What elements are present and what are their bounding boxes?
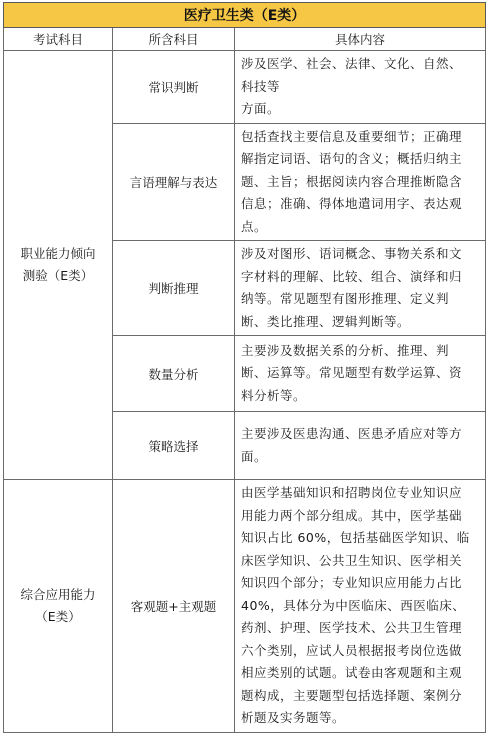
exam-table-body bbox=[4, 3, 486, 733]
title-row bbox=[4, 3, 486, 28]
content-line: 点。 bbox=[241, 218, 268, 234]
subject-name: 言语理解与表达 bbox=[113, 123, 235, 241]
content-line: 用能力两个部分组成。其中，医学基础 bbox=[241, 507, 463, 523]
content-line: 析题及实务题等。 bbox=[241, 710, 346, 725]
content-line: 题构成，主要题型包括选择题、案例分 bbox=[241, 687, 463, 703]
subject-name: 常识判断 bbox=[113, 51, 235, 124]
content-line: 40%，具体分为中医临床、西医临床、 bbox=[241, 597, 466, 613]
content-line: 主要涉及医患沟通、医患矛盾应对等方 bbox=[241, 426, 463, 441]
content-line: 断、运算等。常见题型有数学运算、资 bbox=[241, 365, 463, 381]
content-line: 断、类比推理、逻辑判断等。 bbox=[241, 313, 411, 329]
subject-content bbox=[235, 480, 486, 733]
subject-name: 策略选择 bbox=[113, 412, 235, 480]
content-line: 主要涉及数据关系的分析、推理、判 bbox=[241, 342, 450, 358]
content-line: 知识四个部分；专业知识应用能力占比 bbox=[241, 575, 463, 590]
subject-content bbox=[235, 123, 486, 241]
content-line: 方面。 bbox=[241, 101, 281, 116]
header-row bbox=[4, 28, 486, 51]
exam-table bbox=[3, 2, 486, 733]
content-line: 涉及对图形、语词概念、事物关系和文 bbox=[241, 246, 463, 261]
subject-name: 客观题+主观题 bbox=[113, 480, 235, 733]
exam-subject-name-line: 测验（E类） bbox=[22, 268, 94, 283]
content-line: 涉及医学、社会、法律、文化、自然、 bbox=[241, 56, 463, 71]
content-line: 信息；准确、得体地遣词用字、表达观 bbox=[241, 196, 463, 211]
subject-name: 判断推理 bbox=[113, 241, 235, 336]
table-title: 医疗卫生类（E类） bbox=[4, 3, 486, 28]
content-line: 相应类别的试题。试卷由客观题和主观 bbox=[241, 665, 463, 680]
content-line: 药剂、护理、医学技术、公共卫生管理 bbox=[241, 620, 463, 635]
content-line: 知识占比 60%，包括基础医学知识、临 bbox=[241, 530, 470, 545]
content-line: 床医学知识、公共卫生知识、医学相关 bbox=[241, 552, 463, 568]
content-line: 由医学基础知识和招聘岗位专业知识应 bbox=[241, 485, 463, 500]
subject-content bbox=[235, 336, 486, 412]
exam-subject-cell bbox=[4, 51, 113, 480]
content-line: 包括查找主要信息及重要细节；正确理 bbox=[241, 128, 463, 144]
header-exam-subject: 考试科目 bbox=[4, 28, 113, 51]
table-row bbox=[4, 51, 486, 124]
table-row bbox=[4, 480, 486, 733]
content-line: 纳等。常见题型有图形推理、定义判 bbox=[241, 291, 450, 306]
subject-name: 数量分析 bbox=[113, 336, 235, 412]
exam-subject-cell bbox=[4, 480, 113, 733]
content-line: 解指定词语、语句的含义；概括归纳主 bbox=[241, 151, 463, 166]
exam-subject-name-line: 职业能力倾向 bbox=[20, 246, 96, 261]
content-line: 六个类别，应试人员根据报考岗位选做 bbox=[241, 642, 463, 658]
subject-content bbox=[235, 241, 486, 336]
content-line: 料分析等。 bbox=[241, 387, 307, 403]
exam-subject-name-line: （E类） bbox=[35, 608, 81, 624]
content-line: 科技等 bbox=[241, 78, 281, 94]
content-line: 面。 bbox=[241, 448, 268, 464]
exam-subject-name-line: 综合应用能力 bbox=[20, 586, 96, 602]
content-line: 字材料的理解、比较、组合、演绎和归 bbox=[241, 268, 463, 284]
subject-content bbox=[235, 412, 486, 480]
header-content: 具体内容 bbox=[235, 28, 486, 51]
content-line: 题、主旨；根据阅读内容合理推断隐含 bbox=[241, 173, 463, 189]
subject-content bbox=[235, 51, 486, 124]
header-included-subjects: 所含科目 bbox=[113, 28, 235, 51]
